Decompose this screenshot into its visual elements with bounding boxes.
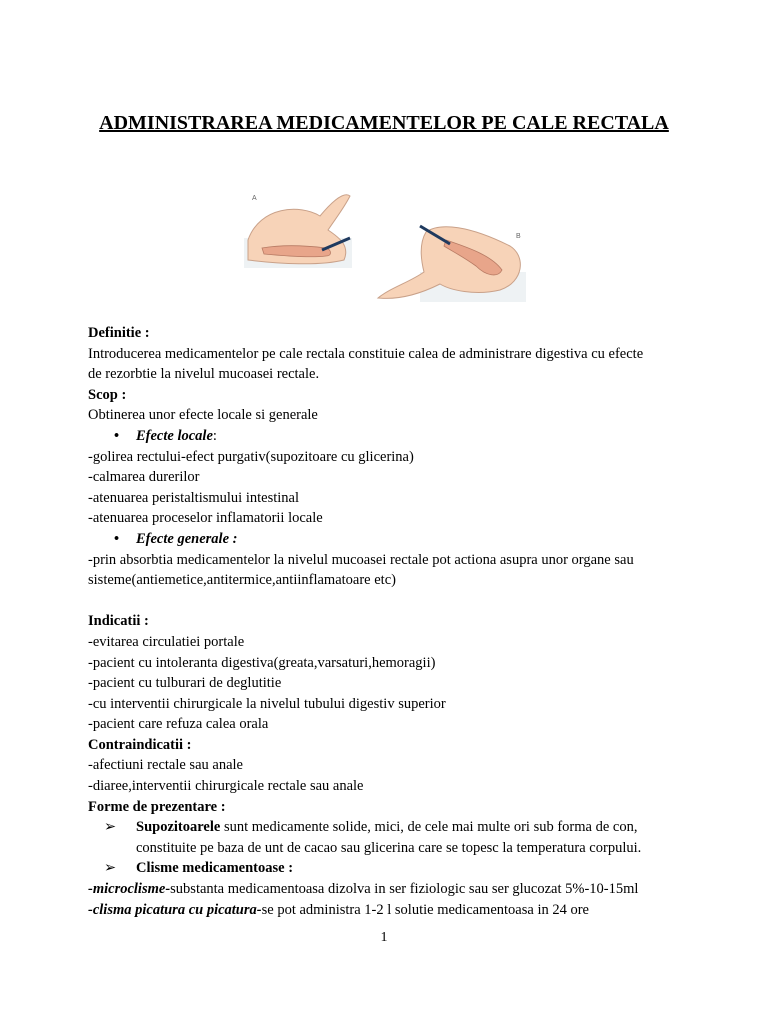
locale-item: -golirea rectului-efect purgativ(supozitoare cu glicerina)	[88, 448, 414, 465]
indicatii-item: -pacient cu tulburari de deglutitie	[88, 675, 282, 692]
indicatii-item: -pacient cu intoleranta digestiva(greata,varsaturi,hemoragii)	[88, 654, 436, 671]
locale-item: -atenuarea peristaltismului intestinal	[88, 489, 299, 506]
bullet-dot-icon: •	[114, 427, 120, 444]
contraindicatii-heading: Contraindicatii :	[88, 736, 192, 753]
arrow-bullet-icon: ➢	[104, 819, 117, 836]
bullet-dot-icon: •	[114, 530, 120, 547]
figure-label-b: B	[516, 233, 521, 240]
supozitoare-text: sunt medicamente solide, mici, de cele mai multe ori sub forma de con,	[220, 819, 638, 836]
indicatii-heading: Indicatii :	[88, 613, 149, 630]
clisma-picatura-item	[88, 900, 688, 921]
figure-label-a: A	[252, 195, 257, 202]
definitie-line-1: Introducerea medicamentelor pe cale rectala constituie calea de administrare digestiva cu efecte	[88, 345, 644, 362]
clisma-picatura-text: se pot administra 1-2 l solutie medicamentoasa in 24 ore	[261, 901, 589, 918]
illustration-svg	[240, 186, 530, 306]
forme-heading: Forme de prezentare :	[88, 798, 226, 815]
contraindicatii-item: -diaree,interventii chirurgicale rectale sau anale	[88, 778, 364, 795]
clisme-item	[88, 858, 688, 879]
definitie-heading: Definitie :	[88, 325, 150, 341]
generale-line-1: -prin absorbtia medicamentelor la nivelul mucoasei rectale pot actiona asupra unor organe sau	[88, 551, 634, 568]
efecte-locale-label: Efecte locale	[136, 427, 213, 444]
clisma-picatura-label: -clisma picatura cu picatura-	[88, 901, 262, 918]
supozitoare-line-2: constituite pe baza de unt de cacao sau glicerina care se topesc la temperatura corpului.	[136, 839, 642, 856]
microclisme-text: substanta medicamentoasa dizolva in ser fiziologic sau ser glucozat 5%-10-15ml	[170, 881, 639, 898]
document-body	[88, 323, 688, 920]
rectal-administration-illustration	[240, 186, 530, 306]
page-number: 1	[380, 930, 388, 945]
bullet-efecte-generale	[88, 529, 688, 550]
supozitoare-item	[88, 817, 688, 838]
indicatii-item: -pacient care refuza calea orala	[88, 716, 269, 733]
spacer	[88, 591, 688, 612]
indicatii-item: -evitarea circulatiei portale	[88, 633, 245, 650]
scop-heading: Scop :	[88, 386, 127, 403]
locale-item: -calmarea durerilor	[88, 469, 200, 486]
page-title: ADMINISTRAREA MEDICAMENTELOR PE CALE RECTALA	[99, 112, 669, 134]
definitie-line-2: de rezorbtie la nivelul mucoasei rectale.	[88, 366, 320, 383]
locale-item: -atenuarea proceselor inflamatorii locale	[88, 510, 323, 527]
microclisme-label: -microclisme-	[88, 881, 171, 898]
indicatii-item: -cu interventii chirurgicale la nivelul tubului digestiv superior	[88, 695, 446, 712]
scop-text: Obtinerea unor efecte locale si generale	[88, 407, 318, 424]
arrow-bullet-icon: ➢	[104, 860, 117, 877]
bullet-efecte-locale	[88, 426, 688, 447]
microclisme-item	[88, 879, 688, 900]
contraindicatii-item: -afectiuni rectale sau anale	[88, 757, 243, 774]
generale-line-2: sisteme(antiemetice,antitermice,antiinflamatoare etc)	[88, 572, 396, 589]
supozitoare-label: Supozitoarele	[136, 819, 221, 836]
clisme-heading: Clisme medicamentoase :	[136, 860, 294, 877]
efecte-generale-label: Efecte generale :	[136, 530, 238, 547]
efecte-locale-colon: :	[212, 427, 217, 444]
patient-body-b	[378, 227, 520, 299]
